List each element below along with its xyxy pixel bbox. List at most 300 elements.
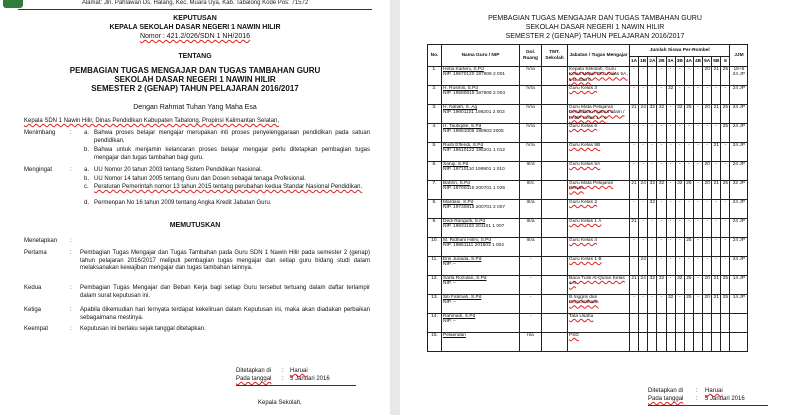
- rombel-count: [684, 314, 693, 333]
- rombel-count: -: [630, 143, 639, 162]
- gol-ruang: III/d: [520, 162, 542, 181]
- gol-ruang: -: [520, 314, 542, 333]
- teacher-cell: [442, 295, 520, 314]
- rombel-count: [657, 314, 666, 333]
- header-rombel: 5B: [712, 57, 721, 67]
- rombel-count: -: [703, 143, 712, 162]
- jabatan: PSD: [568, 333, 630, 352]
- rombel-count: 24: [639, 276, 648, 295]
- teacher-name: Hetia Karteni, S.Pd: [443, 67, 484, 72]
- jjm-value: 24 JP: [730, 219, 748, 238]
- table-row: [428, 295, 748, 314]
- jabatan: Guru Mata Pelajaran Penjas: [568, 181, 630, 200]
- rombel-count: -: [657, 162, 666, 181]
- rombel-count: -: [693, 162, 702, 181]
- rombel-count: -: [666, 276, 675, 295]
- rombel-count: [639, 314, 648, 333]
- jabatan: Guru Mata Pelajaran Pendidikan Agama Islam / PABP Kelas 1 – 6: [568, 105, 630, 124]
- rombel-count: 25: [684, 276, 693, 295]
- teacher-cell: [442, 67, 520, 86]
- teacher-cell: [442, 333, 520, 352]
- teacher-name: H. Rusmili, S.Pd: [443, 86, 478, 91]
- rombel-count: -: [703, 257, 712, 276]
- rombel-count: -: [630, 124, 639, 143]
- rombel-count: 32: [657, 276, 666, 295]
- rombel-count: -: [675, 124, 684, 143]
- rombel-count: 32: [648, 105, 657, 124]
- ditetapkan-value: Haruai: [290, 368, 308, 374]
- jabatan: Guru Kelas 4: [568, 238, 630, 257]
- rombel-count: -: [703, 124, 712, 143]
- header-tmt: TMT. Sekolah: [542, 45, 568, 67]
- rombel-count: -: [666, 238, 675, 257]
- rombel-count: -: [666, 143, 675, 162]
- jabatan: Guru Kelas 1 B: [568, 257, 630, 276]
- row-no: 12.: [428, 276, 442, 295]
- row-no: 5.: [428, 143, 442, 162]
- rombel-count: -: [684, 162, 693, 181]
- gol-ruang: II/a: [520, 333, 542, 352]
- header-nama: Nama Guru / NIP: [442, 45, 520, 67]
- rombel-count: [712, 314, 721, 333]
- rombel-count: -: [657, 86, 666, 105]
- rombel-count: -: [693, 143, 702, 162]
- jjm-value: 18+6 24 JP: [730, 67, 748, 86]
- teacher-cell: [442, 219, 520, 238]
- rombel-count: 25: [721, 181, 730, 200]
- jjm-value: 24 JP: [730, 257, 748, 276]
- rombel-count: 32: [675, 181, 684, 200]
- rombel-count: [666, 314, 675, 333]
- header-rombel: 5A: [703, 57, 712, 67]
- rombel-count: 20: [703, 276, 712, 295]
- tmt-sekolah: [542, 124, 568, 143]
- rombel-count: -: [693, 181, 702, 200]
- rombel-count: -: [657, 67, 666, 86]
- rombel-count: -: [657, 257, 666, 276]
- teacher-nip: NIP. 19710110 199901 1 010: [443, 167, 505, 173]
- ditetapkan-label: Ditetapkan di: [236, 368, 272, 374]
- header-rombel: 2A: [648, 57, 657, 67]
- rombel-count: -: [693, 105, 702, 124]
- grace-line: Dengan Rahmat Tuhan Yang Maha Esa: [133, 104, 257, 111]
- teacher-name: Rahmadi, S.Pd: [443, 314, 476, 319]
- gol-ruang: IV/a: [520, 143, 542, 162]
- table-row: [428, 333, 748, 352]
- rombel-count: -: [666, 219, 675, 238]
- menimbang-label: Menimbang: [24, 130, 56, 136]
- jjm-value: 24 JP: [730, 105, 748, 124]
- rombel-count: [630, 333, 639, 352]
- colon: :: [282, 368, 284, 374]
- gol-ruang: -: [520, 276, 542, 295]
- rombel-count: -: [630, 200, 639, 219]
- rombel-count: [712, 333, 721, 352]
- teacher-nip: NIP. 19861111 201503 1 002: [443, 243, 504, 249]
- jabatan: Guru Kelas 5B: [568, 143, 630, 162]
- teacher-cell: [442, 257, 520, 276]
- rombel-count: -: [675, 143, 684, 162]
- row-no: 3.: [428, 105, 442, 124]
- rombel-count: [721, 314, 730, 333]
- rombel-count: [675, 333, 684, 352]
- teacher-name: Bahrin, S.Pd: [443, 181, 470, 186]
- menimbang-a: Bahwa proses belajar mengajar merupakan inti proses penyelenggaraan pendidikan pada satuan pendidikan.: [94, 130, 370, 144]
- rombel-count: 25: [684, 181, 693, 200]
- rombel-count: -: [675, 257, 684, 276]
- rombel-count: -: [648, 86, 657, 105]
- rombel-count: -: [693, 295, 702, 314]
- teacher-name: M. Ridhani Hilmi, S.Pd: [443, 238, 491, 243]
- rombel-count: -: [684, 67, 693, 86]
- memutuskan-heading: MEMUTUSKAN: [169, 222, 221, 229]
- teacher-nip: NIP. –: [443, 281, 456, 287]
- rombel-count: -: [666, 162, 675, 181]
- rombel-count: -: [703, 238, 712, 257]
- jabatan: Tata Usaha: [568, 314, 630, 333]
- teacher-cell: [442, 124, 520, 143]
- rombel-count: -: [639, 143, 648, 162]
- pertama-text: Pembagian Tugas Mengajar dan Tugas Tambahan pada Guru SDN 1 Nawin Hilir pada semester 2 (genap) tahun pelajaran 2016/2017 meliputi pembagian tugas mengajar dan setiap guru bidang studi dalam melaksanakan kewajiban mengajar dan tugas tambahan lainnya.: [80, 250, 370, 271]
- teacher-nip: NIP. 19570120 197909 2 001: [443, 72, 506, 78]
- issuer-line: Kepala SDN 1 Nawin Hilir, Dinas Pendidikan Kabupaten Tabalong, Propinsi Kalimantan Selatan,: [24, 118, 280, 124]
- tmt-sekolah: [542, 86, 568, 105]
- teacher-nip: NIP. 19700315 200701 1 025: [443, 186, 506, 192]
- rombel-count: -: [693, 86, 702, 105]
- row-no: 10.: [428, 238, 442, 257]
- jabatan: Baca Tulis Al-Quran Kelas 1-6: [568, 276, 630, 295]
- row-no: 2.: [428, 86, 442, 105]
- tmt-sekolah: [542, 238, 568, 257]
- rombel-count: -: [630, 295, 639, 314]
- colon: :: [696, 396, 698, 402]
- rombel-count: 20: [703, 105, 712, 124]
- row-no: 6.: [428, 162, 442, 181]
- item-marker: a.: [84, 167, 90, 173]
- teacher-name: H. Taufiqdie, S.Pd: [443, 124, 482, 129]
- table-row: [428, 314, 748, 333]
- rombel-count: -: [639, 238, 648, 257]
- rombel-count: -: [675, 238, 684, 257]
- rombel-count: -: [693, 124, 702, 143]
- teacher-nip: NIP. 19610122 198201 1 012: [443, 148, 506, 154]
- rombel-count: 25: [684, 105, 693, 124]
- keempat-text: Keputusan ini berlaku sejak tanggal ditetapkan.: [80, 326, 206, 332]
- gol-ruang: -: [520, 295, 542, 314]
- subject-line-1: PEMBAGIAN TUGAS MENGAJAR DAN TUGAS TAMBAHAN GURU: [69, 66, 321, 75]
- tmt-sekolah: [542, 105, 568, 124]
- teacher-cell: [442, 276, 520, 295]
- attachment-page: [400, 0, 790, 415]
- ditetapkan-value: Haruai: [705, 388, 723, 394]
- rombel-count: -: [648, 124, 657, 143]
- rombel-count: -: [639, 219, 648, 238]
- rombel-count: 21: [712, 276, 721, 295]
- rombel-count: -: [630, 238, 639, 257]
- rombel-count: 32: [675, 105, 684, 124]
- teacher-name: Rusti Effendi, S.Pd: [443, 143, 484, 148]
- tanggal-label: Pada tanggal: [648, 396, 684, 402]
- rombel-count: -: [666, 67, 675, 86]
- header-divider: [18, 9, 372, 10]
- rombel-count: 24: [639, 181, 648, 200]
- table-row: [428, 238, 748, 257]
- tmt-sekolah: [542, 143, 568, 162]
- tmt-sekolah: [542, 314, 568, 333]
- rombel-count: -: [684, 257, 693, 276]
- rombel-count: 32: [648, 200, 657, 219]
- teaching-assignment-table: [427, 44, 748, 352]
- rombel-count: [721, 333, 730, 352]
- row-no: 14.: [428, 314, 442, 333]
- tmt-sekolah: [542, 219, 568, 238]
- rombel-count: 25: [721, 295, 730, 314]
- rombel-count: -: [712, 257, 721, 276]
- signature-divider: [236, 385, 356, 386]
- header-rombel: 4A: [684, 57, 693, 67]
- rombel-count: -: [648, 143, 657, 162]
- rombel-count: -: [648, 295, 657, 314]
- rombel-count: -: [693, 257, 702, 276]
- jabatan: Guru Kelas 3: [568, 86, 630, 105]
- teacher-nip: NIP. 19601101 198201 2 003: [443, 110, 505, 116]
- row-no: 4.: [428, 124, 442, 143]
- menimbang-b: Bahwa untuk menjamin kelancaran proses belajar mengajar perlu ditetapkan pembagian tugas mengajar dan tugas tambahan bagi guru.: [94, 147, 370, 161]
- item-marker: b.: [84, 147, 90, 153]
- rombel-count: -: [721, 257, 730, 276]
- decree-number: Nomor : 421.2/026/SDN 1 NH/2016: [139, 33, 251, 40]
- signer-title: Kepala Sekolah,: [258, 400, 302, 406]
- rombel-count: -: [639, 200, 648, 219]
- teacher-name: Sarta Rozulan, S.Pd: [443, 276, 487, 281]
- rombel-count: [648, 314, 657, 333]
- tentang-heading: TENTANG: [178, 53, 212, 60]
- rombel-count: 21: [712, 295, 721, 314]
- teacher-nip: NIP. 19831103 201101 1 007: [443, 224, 505, 230]
- rombel-count: -: [666, 200, 675, 219]
- gol-ruang: III/a: [520, 219, 542, 238]
- rombel-count: 25: [721, 124, 730, 143]
- rombel-count: -: [712, 162, 721, 181]
- ditetapkan-label: Ditetapkan di: [648, 388, 684, 394]
- rombel-count: 20: [703, 295, 712, 314]
- rombel-count: -: [712, 219, 721, 238]
- table-row: [428, 67, 748, 86]
- rombel-count: -: [675, 162, 684, 181]
- header-rombel: 3B: [675, 57, 684, 67]
- rombel-count: 24: [639, 105, 648, 124]
- rombel-count: 32: [657, 181, 666, 200]
- rombel-count: -: [630, 67, 639, 86]
- item-marker: b.: [84, 176, 90, 182]
- teacher-name: Emi Juraida, S.Pd: [443, 257, 482, 262]
- rombel-count: -: [693, 219, 702, 238]
- rombel-count: [703, 314, 712, 333]
- table-row: [428, 124, 748, 143]
- ketiga-label: Ketiga: [24, 307, 42, 313]
- header-jabatan: Jabatan / Tugas Mengajar: [568, 45, 630, 67]
- teacher-cell: [442, 86, 520, 105]
- rombel-count: 32: [648, 181, 657, 200]
- rombel-count: 21: [712, 181, 721, 200]
- rombel-count: 20: [703, 162, 712, 181]
- rombel-count: -: [639, 67, 648, 86]
- jabatan: B.Inggris dan Perpustakaan: [568, 295, 630, 314]
- subject-line-3: SEMESTER 2 (GENAP) TAHUN PELAJARAN 2016/2017: [91, 84, 299, 93]
- rombel-count: -: [630, 86, 639, 105]
- rombel-count: -: [666, 257, 675, 276]
- rombel-count: -: [684, 219, 693, 238]
- rombel-count: 32: [666, 86, 675, 105]
- rombel-count: -: [675, 200, 684, 219]
- kedua-text: Pembagian Tugas Mengajar dan Beban Kerja bagi setiap Guru tersebut tertuang dalam daftar terlampir dalam surat keputusan ini.: [80, 285, 370, 299]
- header-rombel: 4B: [693, 57, 702, 67]
- jabatan: Guru Kelas 6: [568, 124, 630, 143]
- rombel-count: -: [703, 219, 712, 238]
- rombel-count: [703, 333, 712, 352]
- rombel-count: -: [712, 124, 721, 143]
- rombel-count: -: [684, 86, 693, 105]
- jjm-value: 24 JP: [730, 238, 748, 257]
- table-row: [428, 181, 748, 200]
- header-rombel: 1B: [639, 57, 648, 67]
- table-row: [428, 219, 748, 238]
- rombel-count: -: [639, 124, 648, 143]
- rombel-count: 32: [657, 105, 666, 124]
- rombel-count: 32: [648, 276, 657, 295]
- jabatan: Kepala Sekolah, Guru Kelas Mapel PKn Kelas 5A, 5 B, dan 6: [568, 67, 630, 86]
- pertama-label: Pertama: [24, 250, 47, 256]
- gol-ruang: IV/a: [520, 86, 542, 105]
- teacher-name: Saruji, S.Pd: [443, 162, 469, 167]
- colon: :: [696, 388, 698, 394]
- tmt-sekolah: [542, 295, 568, 314]
- rombel-count: -: [666, 124, 675, 143]
- gol-ruang: III/a: [520, 200, 542, 219]
- table-row: [428, 162, 748, 181]
- rombel-count: 25: [721, 276, 730, 295]
- teacher-nip: NIP. –: [443, 319, 456, 325]
- gol-ruang: IV/a: [520, 105, 542, 124]
- decree-issuer-title: KEPALA SEKOLAH DASAR NEGERI 1 NAWIN HILIR: [109, 24, 281, 31]
- tmt-sekolah: [542, 181, 568, 200]
- colon: :: [70, 167, 72, 173]
- tmt-sekolah: [542, 333, 568, 352]
- header-rombel: 2B: [657, 57, 666, 67]
- rombel-count: -: [684, 200, 693, 219]
- rombel-count: -: [721, 162, 730, 181]
- rombel-count: -: [703, 200, 712, 219]
- row-no: 11.: [428, 257, 442, 276]
- rombel-count: -: [657, 295, 666, 314]
- tmt-sekolah: [542, 67, 568, 86]
- item-marker: c.: [84, 184, 89, 190]
- jjm-value: 24 JP: [730, 162, 748, 181]
- header-jjm: JJM: [730, 45, 748, 67]
- teacher-nip: NIP. –: [443, 300, 456, 306]
- school-address: Alamat: Jln. Pahlawan Ds. Halang, Kec. Muara Uya, Kab. Tabalong Kode Pos: 71572: [81, 0, 309, 6]
- row-no: 15.: [428, 333, 442, 352]
- rombel-count: -: [693, 67, 702, 86]
- colon: :: [70, 238, 72, 244]
- rombel-count: 21: [712, 105, 721, 124]
- table-title-line-1: PEMBAGIAN TUGAS MENGAJAR DAN TUGAS TAMBAHAN GURU: [488, 15, 702, 22]
- rombel-count: 21: [712, 143, 721, 162]
- teacher-name: Mardani, S.Pd: [443, 200, 474, 205]
- rombel-count: -: [639, 295, 648, 314]
- gol-ruang: III/c: [520, 181, 542, 200]
- rombel-count: -: [657, 219, 666, 238]
- rombel-count: 21: [630, 219, 639, 238]
- rombel-count: -: [675, 86, 684, 105]
- ketiga-text: Apabila dikemudian hari ternyata terdapat kekeliruan dalam Keputusan ini, maka akan diadakan perbaikan sebagaimana mestinya.: [80, 307, 370, 321]
- tanggal-value: 5 Januari 2016: [705, 396, 745, 402]
- rombel-count: -: [712, 200, 721, 219]
- rombel-count: -: [721, 86, 730, 105]
- colon: :: [70, 130, 72, 136]
- rombel-count: [630, 314, 639, 333]
- rombel-count: 25: [721, 105, 730, 124]
- table-title-line-2: SEKOLAH DASAR NEGERI 1 NAWIN HILIR: [525, 24, 665, 31]
- rombel-count: 32: [675, 276, 684, 295]
- kedua-label: Kedua: [24, 285, 42, 291]
- rombel-count: [684, 333, 693, 352]
- header-no: No.: [428, 45, 442, 67]
- jjm-value: 24 JP: [730, 200, 748, 219]
- gol-ruang: IV/a: [520, 67, 542, 86]
- row-no: 13.: [428, 295, 442, 314]
- gol-ruang: IV/a: [520, 124, 542, 143]
- rombel-count: -: [648, 219, 657, 238]
- teacher-nip: NIP. 19730815 200701 2 007: [443, 205, 506, 211]
- tanggal-label: Pada tanggal: [236, 376, 272, 382]
- menetapkan-label: Menetapkan: [24, 238, 58, 244]
- teacher-nip: NIP. 19590815 197909 2 004: [443, 91, 506, 97]
- mengingat-3: Peraturan Pemerintah nomor 13 tahun 2015 tentang perubahan kedua Standar Nasional Pendidikan.: [94, 184, 363, 190]
- gol-ruang: III/a: [520, 238, 542, 257]
- tmt-sekolah: [542, 257, 568, 276]
- teacher-name: Siti Fatimah, S.Pd: [443, 295, 482, 300]
- colon: :: [282, 376, 284, 382]
- colon: :: [70, 326, 72, 332]
- teacher-cell: [442, 105, 520, 124]
- rombel-count: -: [648, 257, 657, 276]
- rombel-count: -: [675, 67, 684, 86]
- rombel-count: [639, 333, 648, 352]
- teacher-cell: [442, 181, 520, 200]
- rombel-count: -: [721, 200, 730, 219]
- rombel-count: -: [693, 276, 702, 295]
- row-no: 7.: [428, 181, 442, 200]
- teacher-nip: NIP. –: [443, 262, 456, 268]
- rombel-count: -: [639, 162, 648, 181]
- jabatan: Guru Kelas 1 A: [568, 219, 630, 238]
- jjm-value: 14 JP: [730, 276, 748, 295]
- teacher-cell: [442, 143, 520, 162]
- rombel-count: 25: [721, 67, 730, 86]
- rombel-count: [693, 314, 702, 333]
- rombel-count: -: [684, 124, 693, 143]
- item-marker: a.: [84, 130, 90, 136]
- rombel-count: -: [666, 181, 675, 200]
- rombel-count: [657, 333, 666, 352]
- jjm-value: 24 JP: [730, 124, 748, 143]
- jabatan: Guru Kelas 5A: [568, 162, 630, 181]
- mengingat-1: UU Nomor 20 tahun 2003 tentang Sistem Pendidikan Nasional.: [94, 167, 263, 173]
- header-gol: Gol. Ruang: [520, 45, 542, 67]
- table-title-line-3: SEMESTER 2 (GENAP) TAHUN PELAJARAN 2016/2017: [505, 33, 685, 40]
- decree-page: [0, 0, 390, 415]
